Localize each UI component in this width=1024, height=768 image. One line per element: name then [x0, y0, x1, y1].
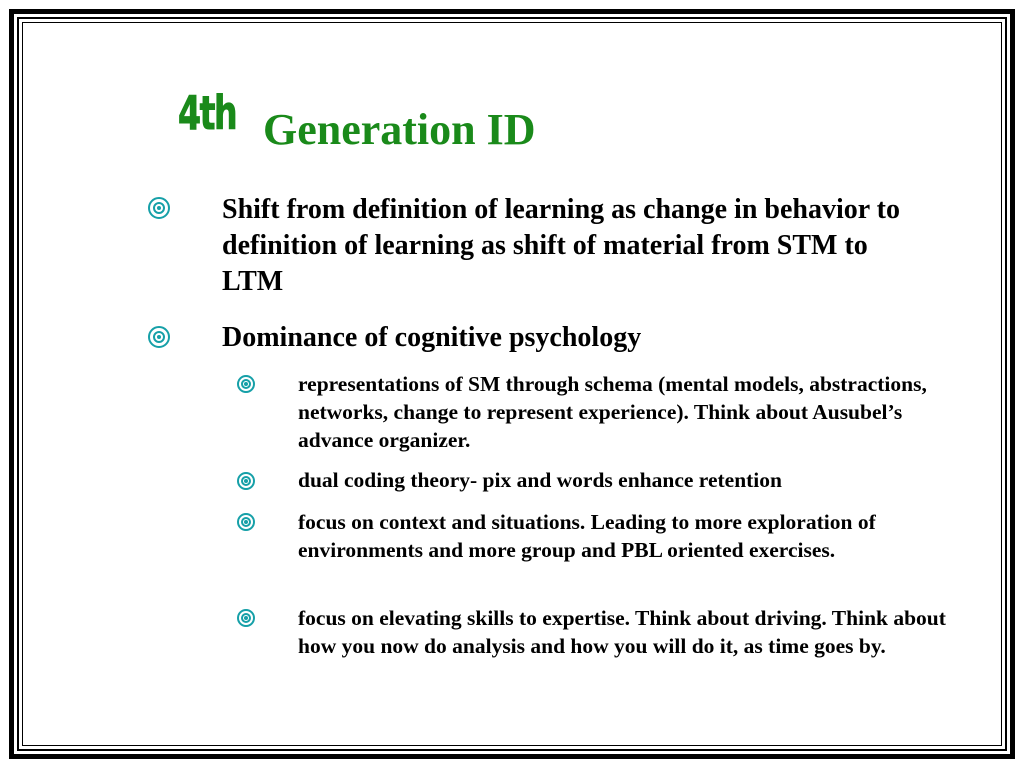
sub-bullet-item: focus on elevating skills to expertise. Think about driving. Think about how you now do analysis and how you will do it, as time goes by.	[298, 606, 946, 658]
sub-bullet-item: dual coding theory- pix and words enhance retention	[298, 468, 782, 492]
slide-title	[178, 82, 536, 154]
target-bullet-icon	[237, 513, 255, 531]
target-bullet-icon	[237, 472, 255, 490]
sub-bullet-item: representations of SM through schema (mental models, abstractions, networks, change to represent experience). Think about Ausubel’s advance organizer.	[298, 372, 927, 452]
bullet-item: Shift from definition of learning as change in behavior to definition of learning as shift of material from STM to LTM	[222, 194, 901, 297]
target-bullet-icon	[148, 326, 170, 348]
target-bullet-icon	[237, 375, 255, 393]
target-bullet-icon	[148, 197, 170, 219]
title-text: Generation ID	[263, 105, 536, 154]
bullet-item: Dominance of cognitive psychology	[222, 322, 642, 353]
target-bullet-icon	[237, 609, 255, 627]
title-number: 4th	[178, 86, 237, 140]
sub-bullet-item: focus on context and situations. Leading to more exploration of environments and more group and PBL oriented exercises.	[298, 510, 876, 562]
